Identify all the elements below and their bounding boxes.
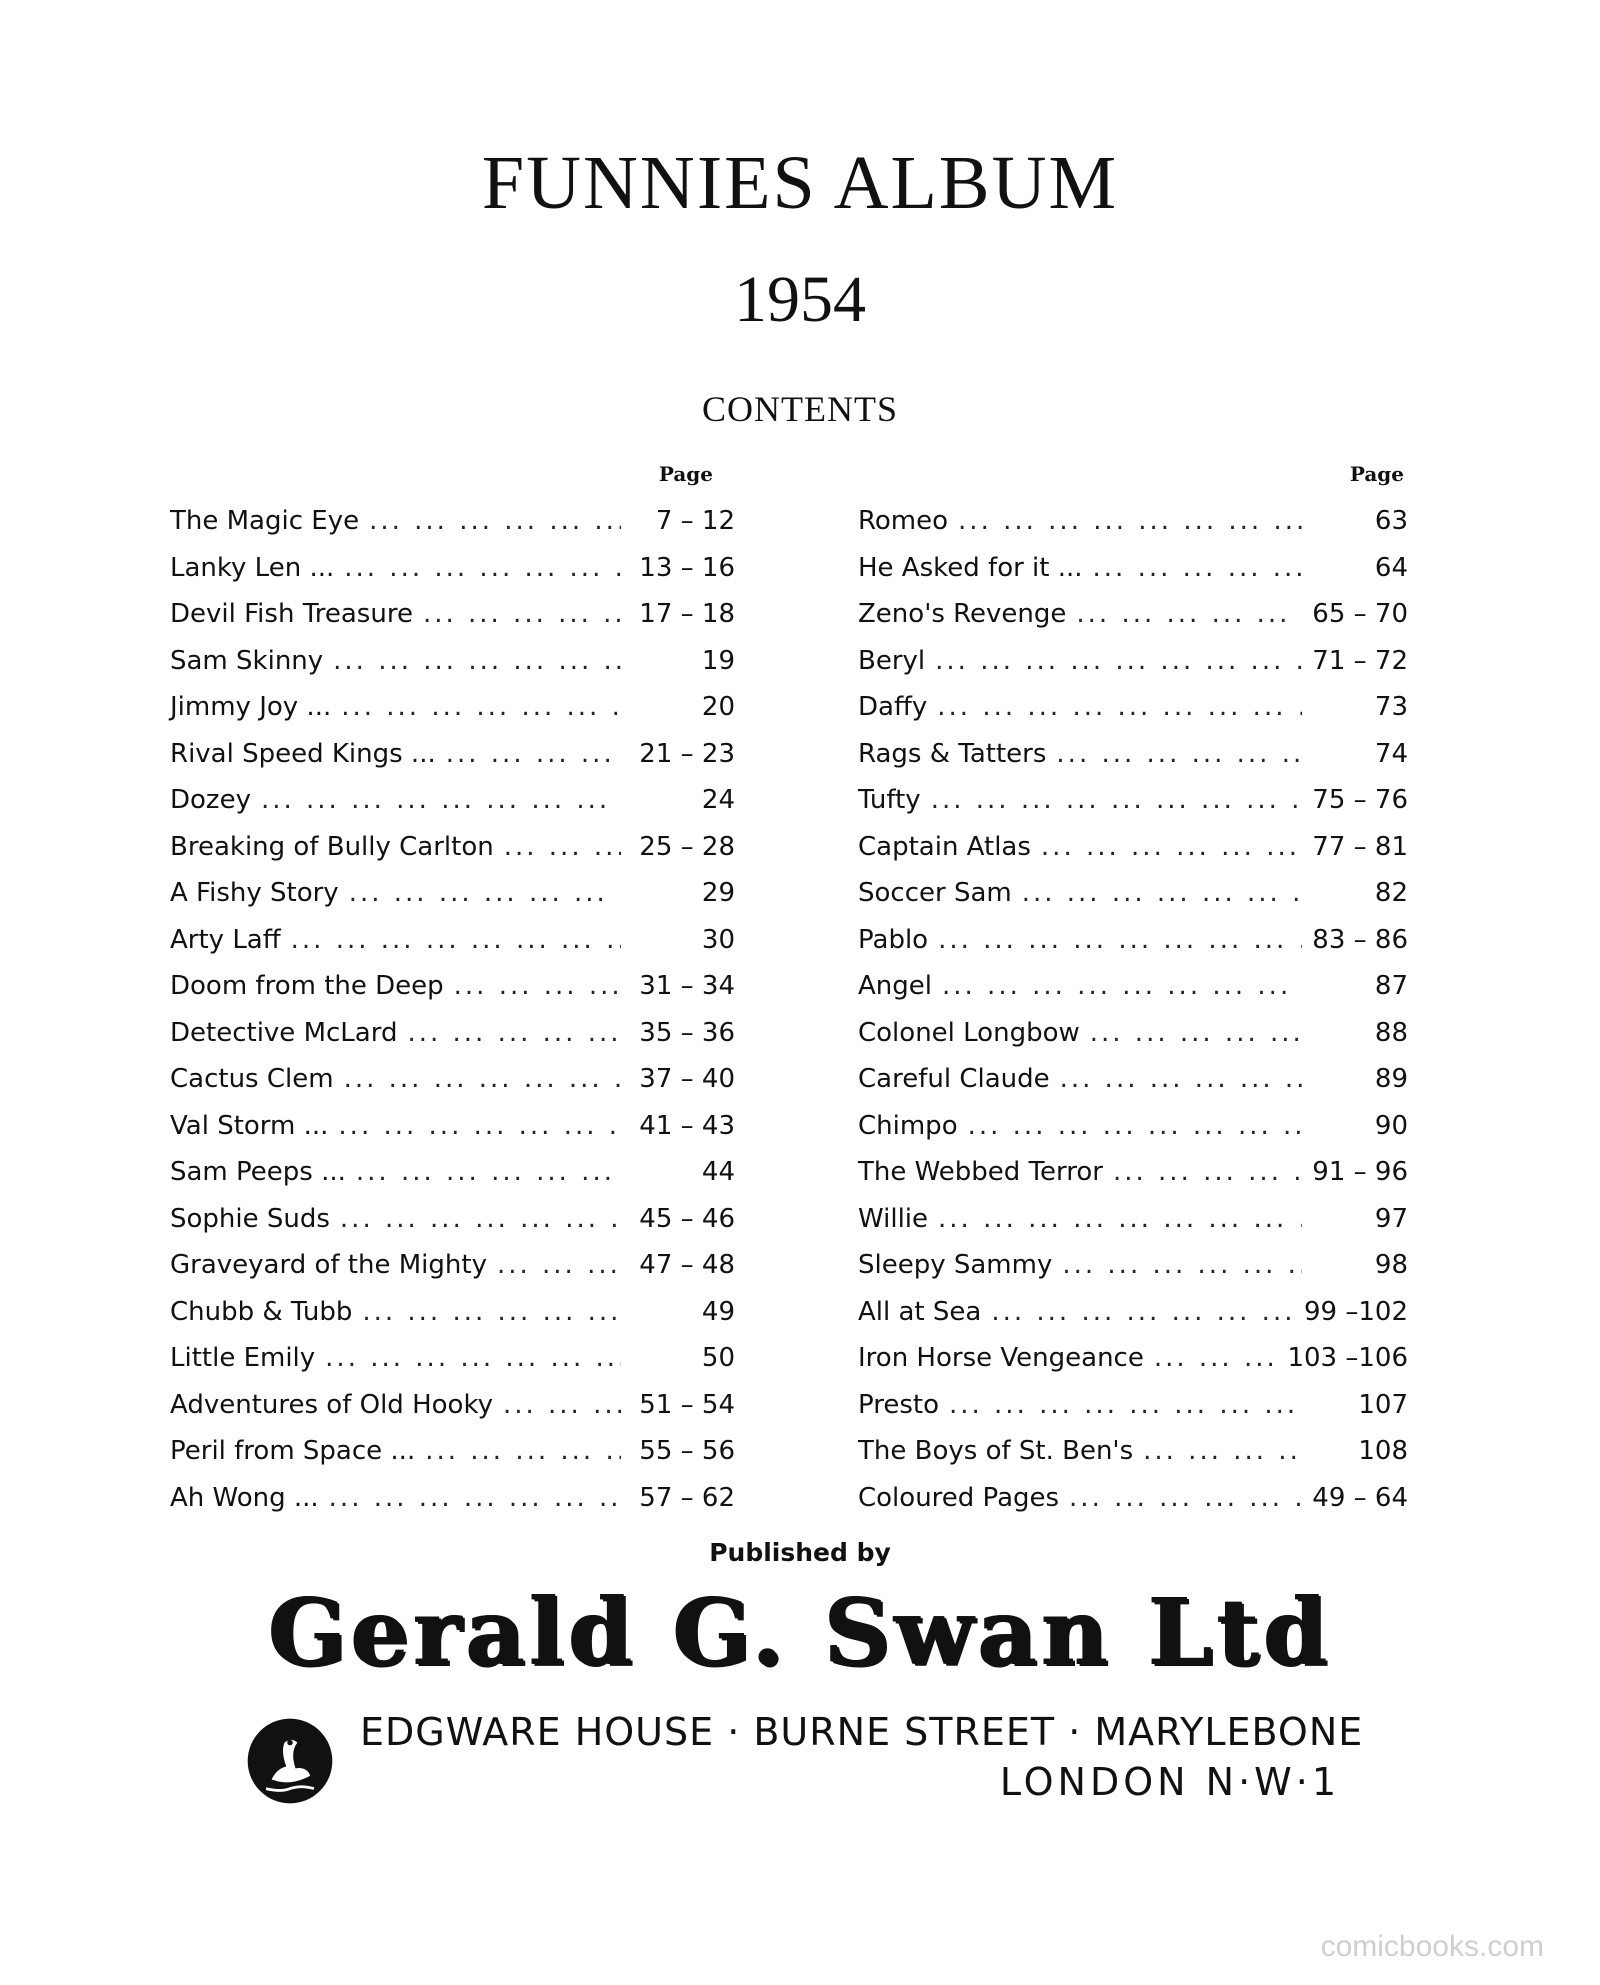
contents-entry (858, 1056, 1408, 1103)
dot-leaders (1060, 1056, 1302, 1103)
entry-title: Presto (858, 1389, 939, 1420)
entry-title: Peril from Space ... (170, 1436, 416, 1466)
entry-title: Daffy (858, 692, 928, 722)
entry-page-number: 74 (1374, 738, 1408, 769)
entry-title: Beryl (858, 645, 926, 676)
contents-entry (170, 684, 735, 731)
contents-entry (858, 684, 1408, 731)
page-column-label: Page (1349, 462, 1404, 486)
dot-leaders (1143, 1428, 1302, 1475)
contents-entry (170, 1196, 735, 1243)
entry-title: Lanky Len ... (170, 552, 335, 583)
published-by-label: Published by (709, 1538, 891, 1567)
contents-entry (170, 1149, 735, 1196)
entry-title: Jimmy Joy ... (170, 692, 332, 722)
entry-page-number: 35 – 36 (639, 1017, 735, 1048)
watermark: comicbooks.com (1320, 1930, 1544, 1963)
entry-title: Sam Skinny (170, 645, 324, 676)
entry-title: A Fishy Story (170, 878, 339, 908)
entry-title: Willie (858, 1203, 929, 1234)
contents-entry (858, 498, 1408, 545)
entry-title: All at Sea (858, 1296, 982, 1327)
dot-leaders (344, 545, 621, 592)
entry-title: Sophie Suds (170, 1203, 330, 1234)
dot-leaders (504, 824, 621, 871)
dot-leaders (942, 963, 1302, 1010)
dot-leaders (949, 1382, 1302, 1429)
entry-page-number: 57 – 62 (639, 1482, 735, 1513)
contents-entry (858, 1103, 1408, 1150)
entry-page-number: 73 (1374, 692, 1408, 722)
contents-entry (858, 1242, 1408, 1289)
entry-page-number: 65 – 70 (1312, 599, 1408, 629)
contents-entry (858, 1382, 1408, 1429)
entry-title: Doom from the Deep (170, 971, 444, 1001)
entry-page-number: 47 – 48 (639, 1250, 735, 1280)
contents-entry (170, 917, 735, 964)
entry-page-number: 29 (701, 878, 735, 908)
dot-leaders (338, 1103, 621, 1150)
contents-entry (858, 1149, 1408, 1196)
entry-page-number: 75 – 76 (1312, 785, 1408, 815)
entry-page-number: 99 –102 (1304, 1296, 1408, 1327)
contents-entry (858, 1428, 1408, 1475)
dot-leaders (968, 1103, 1302, 1150)
contents-entry (170, 591, 735, 638)
entry-page-number: 50 (701, 1343, 735, 1373)
contents-entry (170, 1289, 735, 1336)
entry-title: Soccer Sam (858, 878, 1012, 908)
contents-entry (858, 1335, 1408, 1382)
dot-leaders (1154, 1335, 1278, 1382)
dot-leaders (1090, 1010, 1302, 1057)
contents-entry (858, 1475, 1408, 1522)
dot-leaders (1056, 731, 1302, 778)
dot-leaders (446, 731, 621, 778)
entry-page-number: 44 (701, 1157, 735, 1187)
entry-page-number: 103 –106 (1287, 1343, 1408, 1373)
entry-title: Val Storm ... (170, 1110, 329, 1141)
entry-page-number: 49 – 64 (1312, 1482, 1408, 1513)
contents-entry (170, 1428, 735, 1475)
entry-title: Rival Speed Kings ... (170, 738, 436, 769)
contents-entry (858, 1010, 1408, 1057)
entry-page-number: 7 – 12 (655, 506, 735, 536)
contents-entry (858, 591, 1408, 638)
entry-title: Ah Wong ... (170, 1482, 319, 1513)
swan-icon (244, 1715, 336, 1807)
entry-title: Sleepy Sammy (858, 1250, 1053, 1280)
contents-heading: CONTENTS (702, 389, 898, 429)
contents-entry (170, 1103, 735, 1150)
entry-page-number: 98 (1374, 1250, 1408, 1280)
entry-page-number: 88 (1374, 1017, 1408, 1048)
entry-title: Sam Peeps ... (170, 1157, 346, 1187)
dot-leaders (329, 1475, 621, 1522)
dot-leaders (362, 1289, 621, 1336)
dot-leaders (341, 684, 621, 731)
dot-leaders (1041, 824, 1302, 871)
entry-page-number: 51 – 54 (639, 1389, 735, 1420)
entry-page-number: 20 (701, 692, 735, 722)
contents-entry (170, 545, 735, 592)
contents-entry (858, 777, 1408, 824)
entry-page-number: 25 – 28 (639, 831, 735, 862)
contents-entry (170, 1010, 735, 1057)
contents-column-right (858, 462, 1408, 1521)
dot-leaders (1076, 591, 1302, 638)
entry-page-number: 108 (1358, 1436, 1408, 1466)
dot-leaders (369, 498, 621, 545)
entry-title: Arty Laff (170, 924, 281, 955)
page-column-label: Page (658, 462, 713, 486)
entry-title: Rags & Tatters (858, 738, 1047, 769)
entry-title: The Boys of St. Ben's (858, 1436, 1134, 1466)
contents-entry (170, 1242, 735, 1289)
dot-leaders (497, 1242, 621, 1289)
dot-leaders (937, 684, 1302, 731)
entry-title: Colonel Longbow (858, 1017, 1080, 1048)
entry-page-number: 17 – 18 (639, 599, 735, 629)
entry-title: Chubb & Tubb (170, 1296, 353, 1327)
contents-entry (858, 1196, 1408, 1243)
contents-entry (858, 963, 1408, 1010)
entry-page-number: 83 – 86 (1312, 924, 1408, 955)
contents-entry (858, 545, 1408, 592)
dot-leaders (425, 1428, 621, 1475)
entry-page-number: 89 (1374, 1064, 1408, 1094)
entry-page-number: 55 – 56 (639, 1436, 735, 1466)
dot-leaders (1062, 1242, 1302, 1289)
contents-entry (170, 777, 735, 824)
dot-leaders (958, 498, 1302, 545)
entry-title: Romeo (858, 506, 949, 536)
contents-entry (170, 824, 735, 871)
entry-title: Coloured Pages (858, 1482, 1060, 1513)
contents-entry (170, 498, 735, 545)
entry-page-number: 107 (1358, 1389, 1408, 1420)
entry-page-number: 49 (701, 1296, 735, 1327)
dot-leaders (503, 1382, 621, 1429)
entry-page-number: 87 (1374, 971, 1408, 1001)
dot-leaders (1113, 1149, 1302, 1196)
entry-title: Careful Claude (858, 1064, 1050, 1094)
entry-title: Pablo (858, 924, 929, 955)
dot-leaders (344, 1056, 621, 1103)
entry-page-number: 31 – 34 (639, 971, 735, 1001)
dot-leaders (423, 591, 621, 638)
entry-page-number: 24 (701, 785, 735, 815)
entry-page-number: 41 – 43 (639, 1110, 735, 1141)
entry-title: Angel (858, 971, 932, 1001)
entry-page-number: 91 – 96 (1312, 1157, 1408, 1187)
entry-page-number: 13 – 16 (639, 552, 735, 583)
contents-entry (858, 1289, 1408, 1336)
entry-title: Little Emily (170, 1343, 316, 1373)
contents-list-right (858, 498, 1408, 1521)
entry-page-number: 45 – 46 (639, 1203, 735, 1234)
entry-page-number: 82 (1374, 878, 1408, 908)
contents-entry (170, 1056, 735, 1103)
dot-leaders (261, 777, 621, 824)
publisher-address-line1: EDGWARE HOUSE · BURNE STREET · MARYLEBONE (360, 1710, 1364, 1754)
entry-title: Iron Horse Vengeance (858, 1343, 1144, 1373)
dot-leaders (454, 963, 621, 1010)
entry-page-number: 71 – 72 (1312, 645, 1408, 676)
entry-title: The Magic Eye (170, 506, 360, 536)
contents-entry (858, 731, 1408, 778)
contents-column-left (170, 462, 735, 1521)
contents-entry (858, 870, 1408, 917)
entry-title: Adventures of Old Hooky (170, 1389, 493, 1420)
entry-title: Breaking of Bully Carlton (170, 831, 494, 862)
entry-page-number: 90 (1374, 1110, 1408, 1141)
contents-entry (170, 1475, 735, 1522)
contents-entry (170, 638, 735, 685)
entry-page-number: 30 (701, 924, 735, 955)
dot-leaders (325, 1335, 621, 1382)
dot-leaders (1093, 545, 1302, 592)
entry-page-number: 97 (1374, 1203, 1408, 1234)
contents-list-left (170, 498, 735, 1521)
entry-title: Chimpo (858, 1110, 958, 1141)
dot-leaders (1022, 870, 1302, 917)
contents-entry (858, 917, 1408, 964)
publisher-address-line2: LONDON N·W·1 (999, 1760, 1340, 1804)
dot-leaders (931, 777, 1302, 824)
entry-title: Graveyard of the Mighty (170, 1250, 487, 1280)
dot-leaders (938, 917, 1302, 964)
album-year: 1954 (734, 263, 866, 336)
album-title: FUNNIES ALBUM (481, 141, 1119, 225)
contents-entry (170, 1335, 735, 1382)
contents-entry (170, 731, 735, 778)
entry-title: Detective McLard (170, 1017, 398, 1048)
contents-entry (170, 870, 735, 917)
entry-page-number: 37 – 40 (639, 1064, 735, 1094)
entry-page-number: 63 (1374, 506, 1408, 536)
dot-leaders (340, 1196, 621, 1243)
dot-leaders (938, 1196, 1302, 1243)
dot-leaders (407, 1010, 621, 1057)
entry-page-number: 21 – 23 (639, 738, 735, 769)
entry-title: Devil Fish Treasure (170, 599, 413, 629)
dot-leaders (356, 1149, 621, 1196)
dot-leaders (991, 1289, 1294, 1336)
entry-page-number: 77 – 81 (1312, 831, 1408, 862)
entry-page-number: 64 (1374, 552, 1408, 583)
contents-entry (170, 963, 735, 1010)
entry-page-number: 19 (701, 645, 735, 676)
dot-leaders (291, 917, 621, 964)
entry-title: The Webbed Terror (858, 1157, 1103, 1187)
entry-title: Tufty (858, 785, 921, 815)
dot-leaders (1069, 1475, 1302, 1522)
entry-title: He Asked for it ... (858, 552, 1083, 583)
dot-leaders (333, 638, 621, 685)
entry-title: Dozey (170, 785, 251, 815)
entry-title: Zeno's Revenge (858, 599, 1067, 629)
contents-entry (858, 638, 1408, 685)
dot-leaders (935, 638, 1302, 685)
contents-entry (170, 1382, 735, 1429)
entry-title: Cactus Clem (170, 1064, 334, 1094)
publisher-logo: Gerald G. Swan Ltd (268, 1578, 1332, 1686)
contents-entry (858, 824, 1408, 871)
dot-leaders (349, 870, 621, 917)
entry-title: Captain Atlas (858, 831, 1031, 862)
